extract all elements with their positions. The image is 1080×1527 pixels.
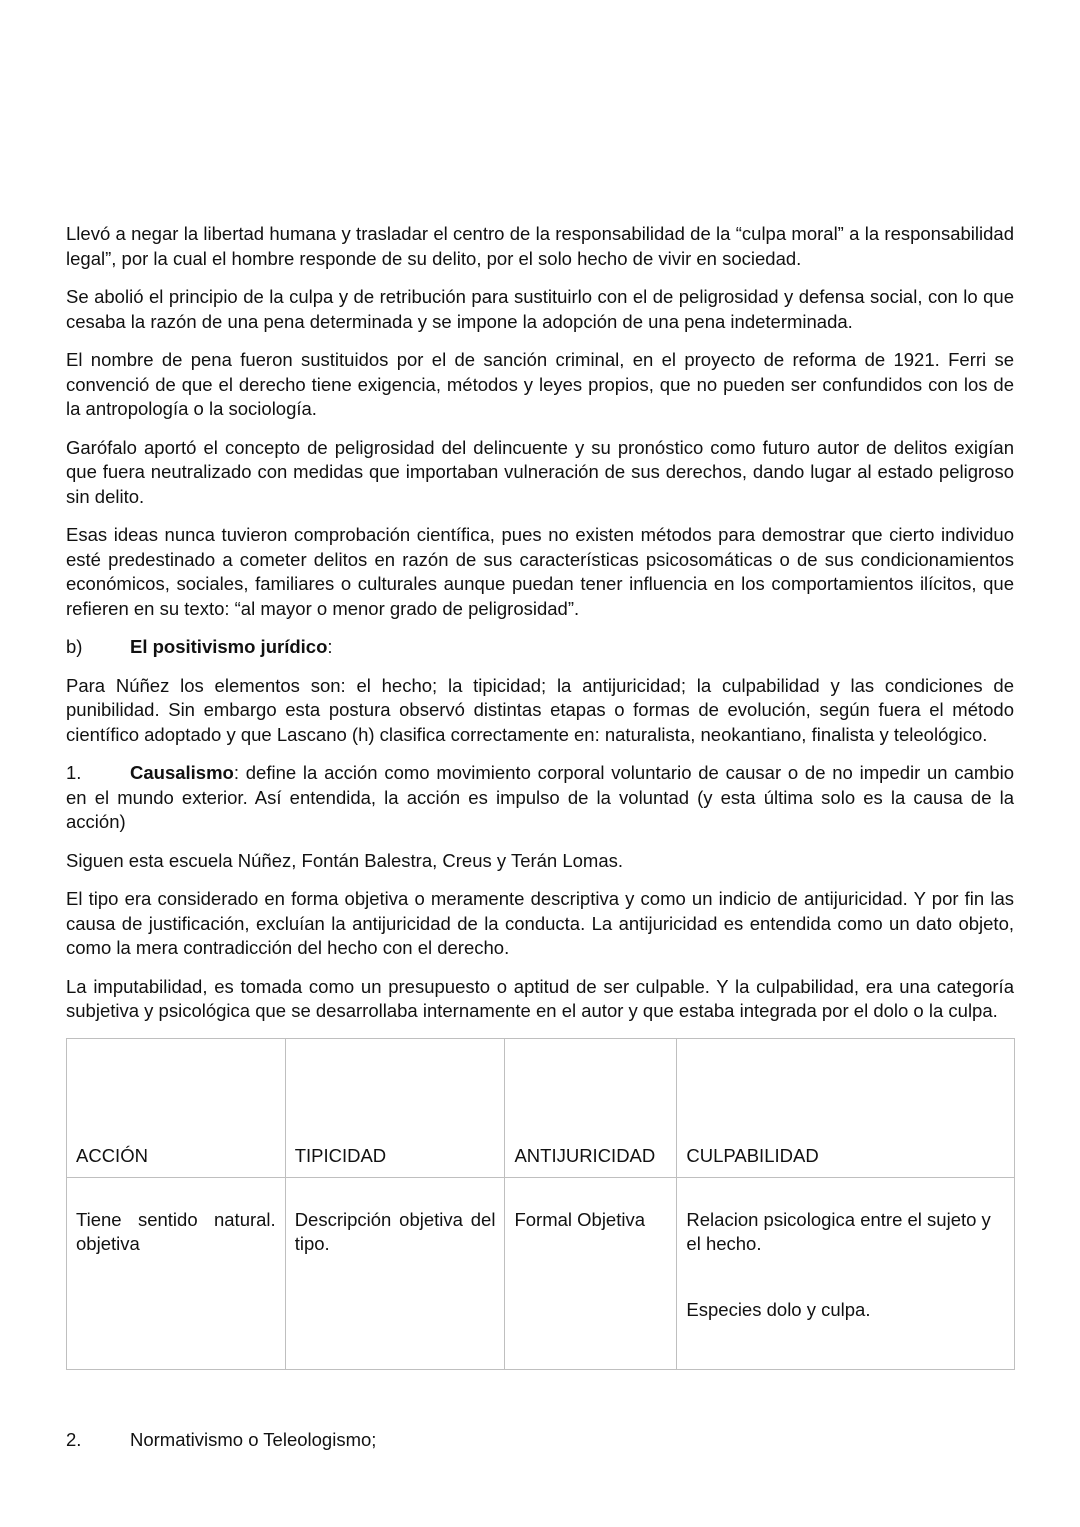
item-causalismo [66, 761, 1014, 835]
table-header-row [67, 1038, 1015, 1177]
paragraph-nunez: Para Núñez los elementos son: el hecho; la tipicidad; la antijuricidad; la culpabilidad y las condiciones de punibilidad. Sin embargo esta postura observó distintas etapas o formas de evolución, según fuera el método científico adoptado y que Lascano (h) clasifica correctamente en: naturalista, neokantiano, finalista y teleológico. [66, 674, 1014, 745]
item2-title: Normativismo o Teleologismo; [130, 1429, 377, 1450]
document-page [66, 222, 1014, 1370]
paragraph-comprobacion: Esas ideas nunca tuvieron comprobación científica, pues no existen métodos para demostrar que cierto individuo esté predestinado a cometer delitos en razón de sus características psicosomáticas o de sus condicionamientos económicos, sociales, familiares o culturales aunque puedan tener influencia en los comportamientos ilícitos, que refieren en su texto: “al mayor o menor grado de peligrosidad”. [66, 524, 1014, 619]
section-b-marker: b) [66, 636, 83, 657]
elements-table [66, 1038, 1015, 1370]
item2-marker: 2. [66, 1429, 82, 1450]
paragraph-tipo: El tipo era considerado en forma objetiva o meramente descriptiva y como un indicio de antijuricidad. Y por fin las causa de justificación, excluían la antijuricidad de la conducta. La antijuricidad es entendida como un dato objeto, como la mera contradicción del hecho con el derecho. [66, 888, 1014, 958]
cell-culpabilidad [677, 1177, 1015, 1369]
cell-accion: Tiene sentido natural. objetiva [67, 1177, 286, 1369]
cell-tipicidad: Descripción objetiva del tipo. [285, 1177, 505, 1369]
paragraph-responsabilidad: Llevó a negar la libertad humana y trasladar el centro de la responsabilidad de la “culpa moral” a la responsabilidad legal”, por la cual el hombre responde de su delito, por el solo hecho de vivir en sociedad. [66, 223, 1014, 269]
cell-antijuricidad: Formal Objetiva [505, 1177, 677, 1369]
header-culpabilidad: CULPABILIDAD [677, 1038, 1015, 1177]
item1-title: Causalismo [130, 762, 234, 783]
item1-text: : define la acción como movimiento corporal voluntario de causar o de no impedir un cambio en el mundo exterior. Así entendida, la acción es impulso de la voluntad (y esta última solo es la causa de la acción) [66, 762, 1014, 832]
paragraph-sancion-criminal: El nombre de pena fueron sustituidos por el de sanción criminal, en el proyecto de reforma de 1921. Ferri se convenció de que el derecho tiene exigencia, métodos y leyes propios, que no pueden ser confundidos con los de la antropología o la sociología. [66, 349, 1014, 419]
section-b-title: El positivismo jurídico [130, 636, 328, 657]
paragraph-peligrosidad: Se abolió el principio de la culpa y de retribución para sustituirlo con el de peligrosidad y defensa social, con lo que cesaba la razón de una pena determinada y se impone la adopción de una pena indeterminada. [66, 286, 1014, 332]
header-tipicidad: TIPICIDAD [285, 1038, 505, 1177]
cell-culpabilidad-note: Especies dolo y culpa. [686, 1298, 871, 1320]
item-normativismo [66, 1428, 376, 1453]
cell-culpabilidad-text: Relacion psicologica entre el sujeto y el hecho. [686, 1208, 991, 1254]
paragraph-escuela: Siguen esta escuela Núñez, Fontán Balestra, Creus y Terán Lomas. [66, 849, 624, 871]
header-antijuricidad: ANTIJURICIDAD [505, 1038, 677, 1177]
table-row [67, 1177, 1015, 1369]
header-accion: ACCIÓN [67, 1038, 286, 1177]
item1-marker: 1. [66, 762, 82, 783]
paragraph-imputabilidad: La imputabilidad, es tomada como un presupuesto o aptitud de ser culpable. Y la culpabilidad, era una categoría subjetiva y psicológica que se desarrollaba internamente en el autor y que estaba integrada por el dolo o la culpa. [66, 975, 1014, 1021]
paragraph-garofalo: Garófalo aportó el concepto de peligrosidad del delincuente y su pronóstico como futuro autor de delitos exigían que fuera neutralizado con medidas que importaban vulneración de sus derechos, dando lugar al estado peligroso sin delito. [66, 436, 1014, 507]
section-b-suffix: : [327, 636, 333, 657]
section-b-heading [66, 635, 1014, 660]
